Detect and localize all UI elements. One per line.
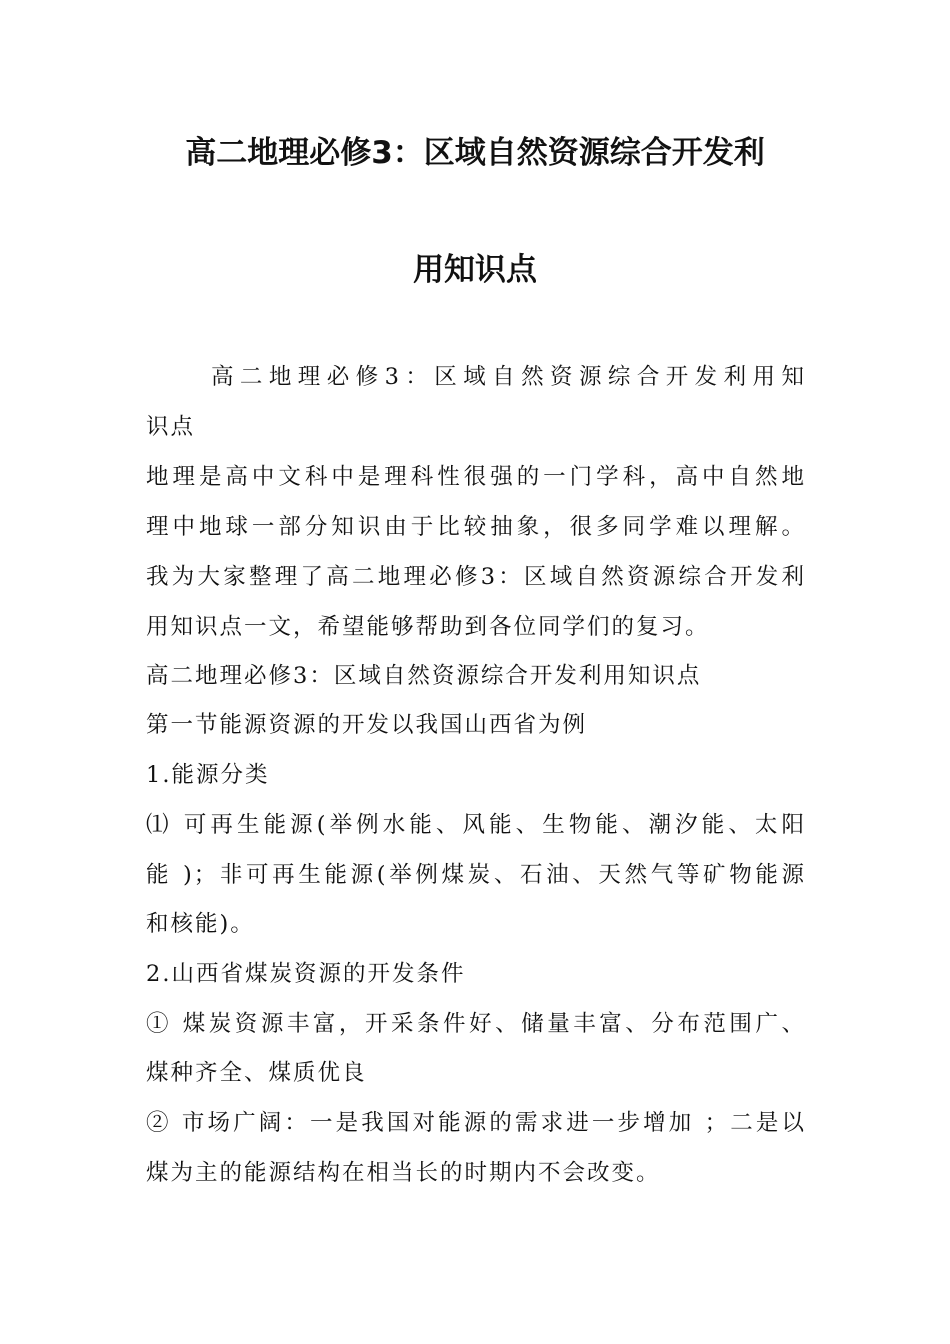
document-title-line-2: 用知识点 [413, 252, 537, 288]
body-line-12: 和核能)。 [146, 911, 255, 937]
body-line-14: ① 煤炭资源丰富，开采条件好、储量丰富、分布范围广、 [146, 1011, 806, 1037]
body-line-9: 1.能源分类 [146, 762, 270, 788]
body-line-11: 能 )；非可再生能源(举例煤炭、石油、天然气等矿物能源 [146, 862, 806, 888]
body-line-3: 地理是高中文科中是理科性很强的一门学科，高中自然地 [146, 464, 806, 490]
body-line-10: ⑴ 可再生能源(举例水能、风能、生物能、潮汐能、太阳 [146, 812, 806, 838]
body-line-13: 2.山西省煤炭资源的开发条件 [146, 961, 466, 987]
body-line-17: 煤为主的能源结构在相当长的时期内不会改变。 [146, 1160, 661, 1186]
document-title-line-1: 高二地理必修3：区域自然资源综合开发利 [185, 135, 765, 171]
body-line-6: 用知识点一文，希望能够帮助到各位同学们的复习。 [146, 614, 710, 640]
body-line-5: 我为大家整理了高二地理必修3：区域自然资源综合开发利 [146, 564, 806, 590]
body-line-15: 煤种齐全、煤质优良 [146, 1060, 367, 1086]
body-line-16: ② 市场广阔：一是我国对能源的需求进一步增加 ；二是以 [146, 1110, 806, 1136]
body-line-1: 高二地理必修3：区域自然资源综合开发利用知 [211, 364, 806, 390]
body-line-4: 理中地球一部分知识由于比较抽象，很多同学难以理解。 [146, 514, 806, 540]
body-line-8: 第一节能源资源的开发以我国山西省为例 [146, 712, 588, 738]
body-line-7: 高二地理必修3：区域自然资源综合开发利用知识点 [146, 663, 702, 689]
body-line-2: 识点 [146, 414, 196, 440]
